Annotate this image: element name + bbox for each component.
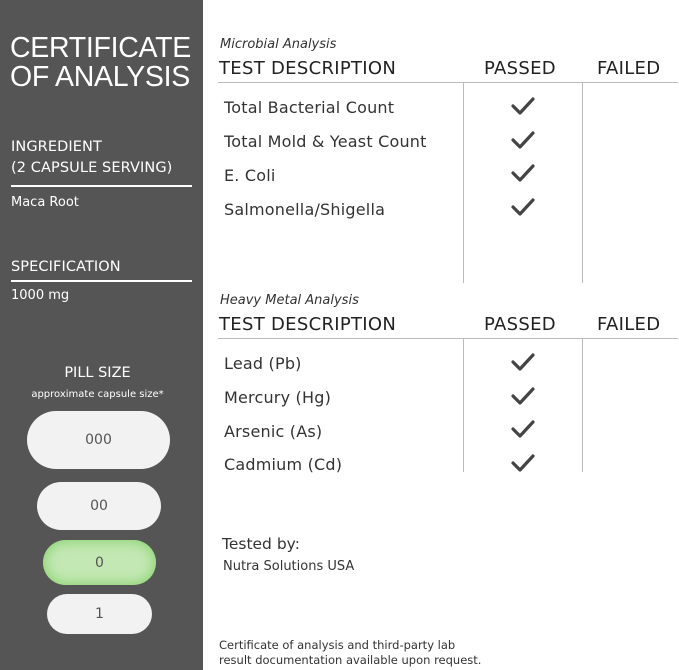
pill-size-000: 000 bbox=[27, 411, 170, 469]
microbial-header-description: TEST DESCRIPTION bbox=[219, 58, 397, 79]
certificate-title: CERTIFICATE OF ANALYSIS bbox=[10, 32, 191, 93]
heavy-metal-header-passed: PASSED bbox=[484, 314, 556, 335]
heavy-metal-row-label: Mercury (Hg) bbox=[224, 388, 332, 407]
pill-size-subtitle: approximate capsule size* bbox=[31, 389, 164, 400]
heavy-metal-section-label: Heavy Metal Analysis bbox=[220, 293, 359, 308]
pill-size-0: 0 bbox=[43, 540, 156, 585]
microbial-row-label: Total Mold & Yeast Count bbox=[224, 132, 427, 151]
ingredient-heading-line2: (2 CAPSULE SERVING) bbox=[11, 160, 173, 176]
pill-size-title: PILL SIZE bbox=[64, 365, 131, 381]
footnote-line2: result documentation available upon request. bbox=[219, 653, 482, 667]
microbial-header-rule bbox=[218, 82, 678, 83]
check-icon bbox=[511, 96, 535, 116]
specification-divider bbox=[11, 280, 192, 282]
microbial-row-label: Total Bacterial Count bbox=[224, 98, 395, 117]
check-icon bbox=[511, 419, 535, 439]
heavy-metal-column-divider-failed bbox=[582, 339, 583, 472]
heavy-metal-header-description: TEST DESCRIPTION bbox=[219, 314, 397, 335]
microbial-column-divider-failed bbox=[582, 83, 583, 283]
microbial-row-label: Salmonella/Shigella bbox=[224, 200, 386, 219]
microbial-column-divider bbox=[463, 83, 464, 283]
check-icon bbox=[511, 163, 535, 183]
microbial-row-label: E. Coli bbox=[224, 166, 276, 185]
pill-size-00: 00 bbox=[37, 482, 161, 530]
check-icon bbox=[511, 197, 535, 217]
heavy-metal-column-divider bbox=[463, 339, 464, 472]
heavy-metal-header-failed: FAILED bbox=[597, 314, 661, 335]
check-icon bbox=[511, 352, 535, 372]
microbial-section-label: Microbial Analysis bbox=[220, 37, 337, 52]
heavy-metal-row-label: Cadmium (Cd) bbox=[224, 455, 343, 474]
check-icon bbox=[511, 386, 535, 406]
ingredient-value: Maca Root bbox=[11, 195, 79, 210]
tested-by-title: Tested by: bbox=[222, 535, 300, 553]
footnote bbox=[219, 638, 519, 668]
pill-size-1: 1 bbox=[47, 594, 152, 634]
microbial-header-passed: PASSED bbox=[484, 58, 556, 79]
heavy-metal-row-label: Arsenic (As) bbox=[224, 422, 323, 441]
specification-value: 1000 mg bbox=[11, 288, 70, 303]
heavy-metal-row-label: Lead (Pb) bbox=[224, 354, 302, 373]
tested-by-value: Nutra Solutions USA bbox=[223, 559, 355, 574]
sidebar bbox=[0, 0, 203, 670]
check-icon bbox=[511, 453, 535, 473]
check-icon bbox=[511, 130, 535, 150]
ingredient-divider bbox=[11, 185, 192, 187]
specification-heading: SPECIFICATION bbox=[11, 259, 121, 275]
heavy-metal-header-rule bbox=[218, 338, 678, 339]
footnote-line1: Certificate of analysis and third-party lab bbox=[219, 638, 456, 652]
microbial-header-failed: FAILED bbox=[597, 58, 661, 79]
ingredient-heading-line1: INGREDIENT bbox=[11, 139, 102, 155]
